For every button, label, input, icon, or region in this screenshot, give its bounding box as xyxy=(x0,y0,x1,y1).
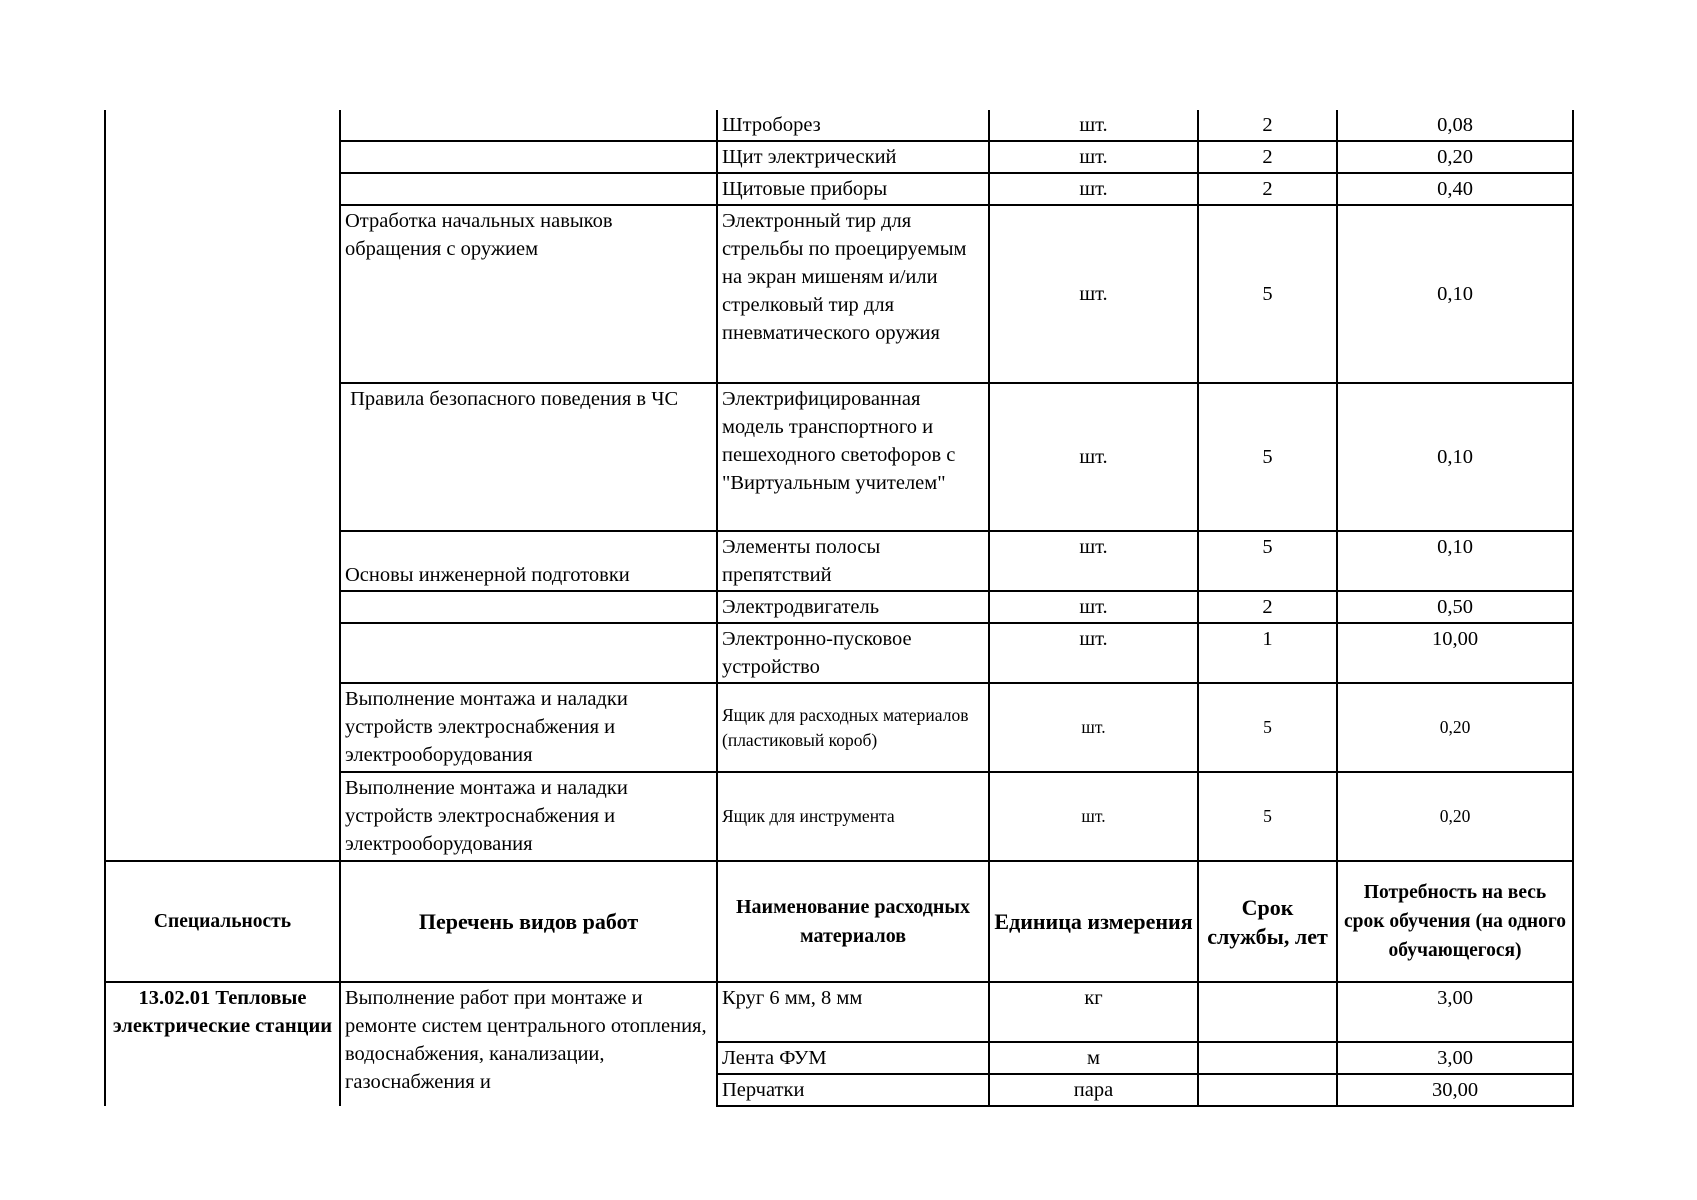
unit-cell: шт. xyxy=(989,531,1198,591)
table-row xyxy=(105,110,1573,141)
need-cell: 30,00 xyxy=(1337,1074,1573,1106)
table-row xyxy=(105,982,1573,1042)
material-cell: Щит электрический xyxy=(717,141,989,173)
material-cell: Электронно-пусковое устройство xyxy=(717,623,989,683)
need-cell: 10,00 xyxy=(1337,623,1573,683)
unit-cell: м xyxy=(989,1042,1198,1074)
life-cell xyxy=(1198,1042,1337,1074)
need-cell: 0,20 xyxy=(1337,141,1573,173)
unit-cell: шт. xyxy=(989,772,1198,861)
work-cell: Выполнение монтажа и наладки устройств электроснабжения и электрооборудования xyxy=(340,683,717,772)
material-cell: Электродвигатель xyxy=(717,591,989,623)
header-specialty: Специальность xyxy=(105,861,340,982)
header-need: Потребность на весь срок обучения (на одного обучающегося) xyxy=(1337,861,1573,982)
material-cell: Круг 6 мм, 8 мм xyxy=(717,982,989,1042)
material-cell: Перчатки xyxy=(717,1074,989,1106)
unit-cell: шт. xyxy=(989,141,1198,173)
need-cell: 0,50 xyxy=(1337,591,1573,623)
work-cell xyxy=(340,623,717,683)
header-material: Наименование расходных материалов xyxy=(717,861,989,982)
material-cell: Лента ФУМ xyxy=(717,1042,989,1074)
need-cell: 3,00 xyxy=(1337,1042,1573,1074)
unit-cell: шт. xyxy=(989,383,1198,531)
work-cell: Отработка начальных навыков обращения с оружием xyxy=(340,205,717,383)
life-cell: 5 xyxy=(1198,683,1337,772)
table-header-row xyxy=(105,861,1573,982)
work-cell: Выполнение работ при монтаже и ремонте систем центрального отопления, водоснабжения, канализации, газоснабжения и xyxy=(340,982,717,1106)
material-cell: Штроборез xyxy=(717,110,989,141)
work-cell: Правила безопасного поведения в ЧС xyxy=(340,383,717,531)
need-cell: 0,10 xyxy=(1337,531,1573,591)
work-cell xyxy=(340,110,717,141)
life-cell: 5 xyxy=(1198,383,1337,531)
unit-cell: кг xyxy=(989,982,1198,1042)
header-works: Перечень видов работ xyxy=(340,861,717,982)
life-cell: 1 xyxy=(1198,623,1337,683)
work-cell xyxy=(340,591,717,623)
work-cell: Основы инженерной подготовки xyxy=(340,531,717,591)
life-cell xyxy=(1198,982,1337,1042)
need-cell: 0,20 xyxy=(1337,683,1573,772)
unit-cell: шт. xyxy=(989,173,1198,205)
material-cell: Электронный тир для стрельбы по проецируемым на экран мишеням и/или стрелковый тир для пневматического оружия xyxy=(717,205,989,383)
work-cell xyxy=(340,141,717,173)
life-cell: 5 xyxy=(1198,772,1337,861)
specialty-cell-continued xyxy=(105,110,340,861)
unit-cell: шт. xyxy=(989,205,1198,383)
material-cell: Ящик для инструмента xyxy=(717,772,989,861)
need-cell: 0,10 xyxy=(1337,383,1573,531)
life-cell: 5 xyxy=(1198,531,1337,591)
life-cell: 5 xyxy=(1198,205,1337,383)
materials-table xyxy=(104,110,1574,1107)
material-cell: Щитовые приборы xyxy=(717,173,989,205)
material-cell: Ящик для расходных материалов (пластиковый короб) xyxy=(717,683,989,772)
header-unit: Единица измерения xyxy=(989,861,1198,982)
life-cell: 2 xyxy=(1198,110,1337,141)
unit-cell: пара xyxy=(989,1074,1198,1106)
life-cell: 2 xyxy=(1198,173,1337,205)
unit-cell: шт. xyxy=(989,110,1198,141)
work-cell: Выполнение монтажа и наладки устройств электроснабжения и электрооборудования xyxy=(340,772,717,861)
unit-cell: шт. xyxy=(989,683,1198,772)
material-cell: Электрифицированная модель транспортного и пешеходного светофоров с "Виртуальным учителем" xyxy=(717,383,989,531)
specialty-cell: 13.02.01 Тепловые электрические станции xyxy=(105,982,340,1106)
life-cell: 2 xyxy=(1198,141,1337,173)
unit-cell: шт. xyxy=(989,623,1198,683)
need-cell: 0,10 xyxy=(1337,205,1573,383)
need-cell: 0,08 xyxy=(1337,110,1573,141)
unit-cell: шт. xyxy=(989,591,1198,623)
work-cell xyxy=(340,173,717,205)
life-cell: 2 xyxy=(1198,591,1337,623)
need-cell: 0,20 xyxy=(1337,772,1573,861)
need-cell: 0,40 xyxy=(1337,173,1573,205)
need-cell: 3,00 xyxy=(1337,982,1573,1042)
header-life: Срок службы, лет xyxy=(1198,861,1337,982)
life-cell xyxy=(1198,1074,1337,1106)
material-cell: Элементы полосы препятствий xyxy=(717,531,989,591)
